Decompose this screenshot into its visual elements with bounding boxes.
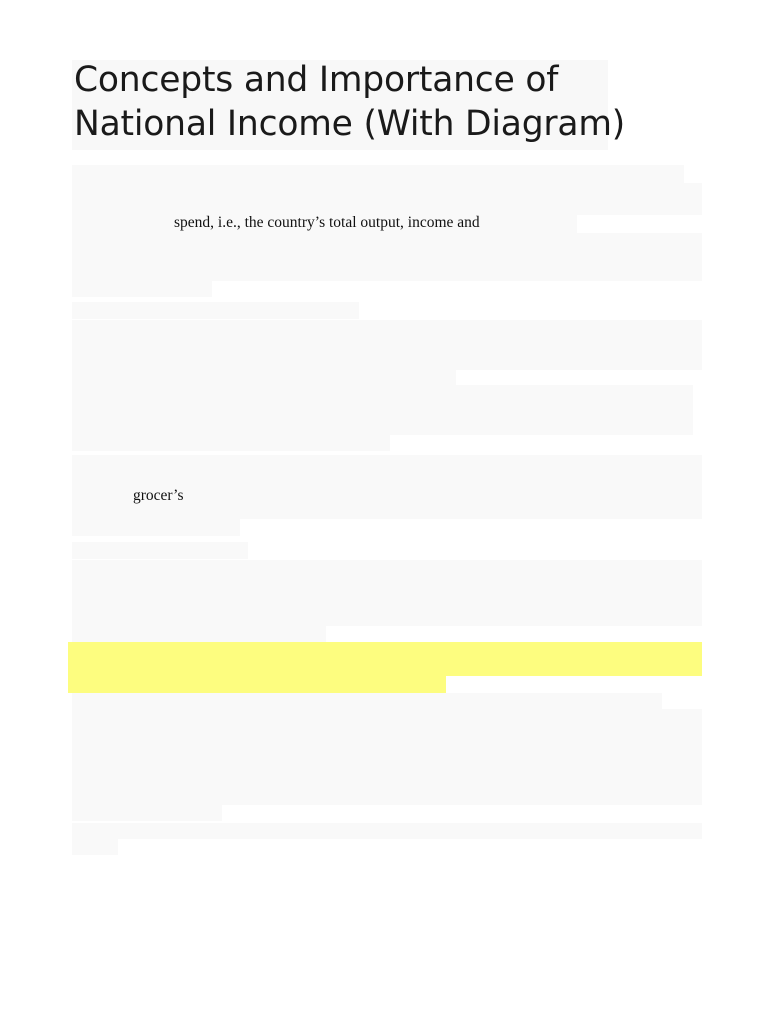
body-text-fragment: grocer’s bbox=[133, 487, 184, 504]
subheading-line bbox=[72, 302, 359, 319]
text-line bbox=[72, 839, 118, 855]
text-line bbox=[72, 626, 326, 642]
page-title-line-2: National Income (With Diagram) bbox=[74, 104, 625, 144]
text-line bbox=[72, 385, 693, 435]
text-line bbox=[72, 320, 702, 370]
page-title bbox=[72, 60, 625, 150]
subheading-line bbox=[72, 542, 248, 559]
text-line bbox=[72, 165, 684, 183]
text-line bbox=[72, 823, 702, 839]
text-line bbox=[72, 560, 702, 626]
text-line bbox=[72, 435, 390, 451]
text-line bbox=[72, 281, 212, 297]
text-line bbox=[72, 693, 662, 709]
text-line bbox=[72, 199, 702, 215]
highlighted-text bbox=[68, 642, 702, 676]
text-line bbox=[72, 370, 456, 385]
body-text-fragment: spend, i.e., the country’s total output, income and bbox=[174, 214, 480, 231]
text-line bbox=[72, 519, 240, 536]
text-line bbox=[72, 233, 702, 281]
text-line bbox=[72, 183, 702, 199]
text-line bbox=[72, 805, 222, 821]
highlighted-text bbox=[68, 676, 446, 693]
text-line bbox=[72, 709, 702, 805]
page-title-line-1: Concepts and Importance of bbox=[74, 60, 559, 100]
